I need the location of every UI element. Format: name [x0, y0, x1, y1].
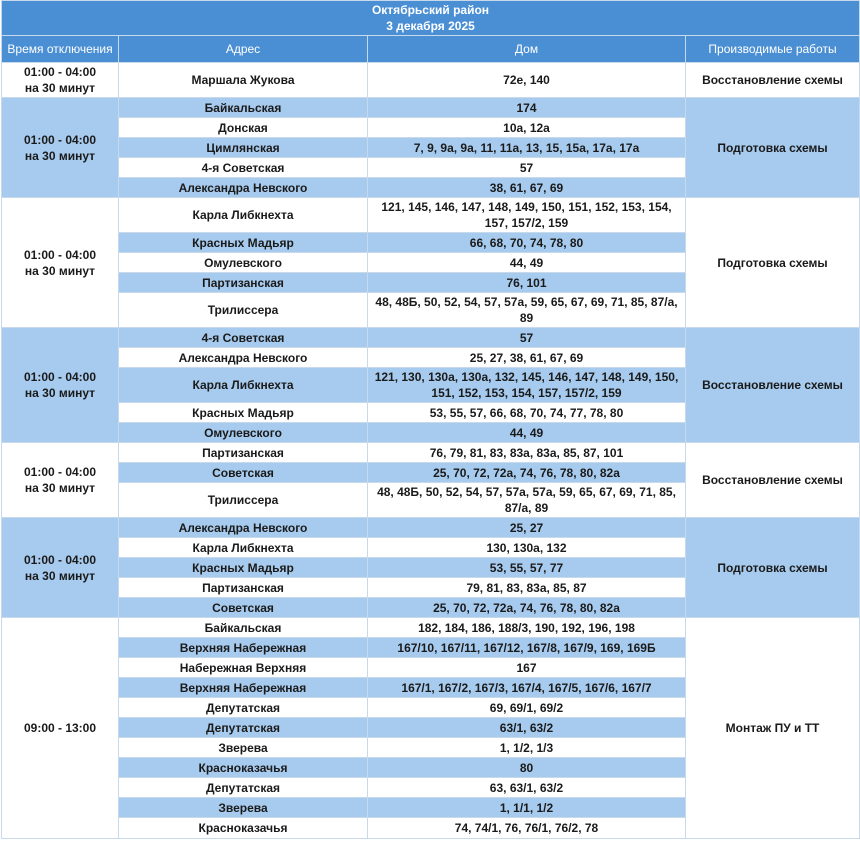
house-numbers-cell: 53, 55, 57, 77 — [368, 558, 686, 578]
header-address: Адрес — [119, 36, 368, 63]
table-row — [2, 328, 860, 348]
work-type-cell: Восстановление схемы — [686, 443, 860, 518]
address-cell: Омулевского — [119, 423, 368, 443]
outage-time-range: 01:00 - 04:00 — [23, 247, 97, 262]
address-cell: Александра Невского — [119, 518, 368, 538]
address-cell: Партизанская — [119, 443, 368, 463]
house-numbers-cell: 25, 70, 72, 72а, 74, 76, 78, 80, 82а — [368, 463, 686, 483]
header-work: Производимые работы — [686, 36, 860, 63]
house-numbers-cell: 63, 63/1, 63/2 — [368, 778, 686, 798]
table-row — [2, 98, 860, 118]
district-title: Октябрьский район — [371, 3, 490, 17]
address-cell: Карла Либкнехта — [119, 198, 368, 233]
outage-time-cell — [2, 518, 119, 618]
house-numbers-cell: 72е, 140 — [368, 63, 686, 98]
house-numbers-cell: 80 — [368, 758, 686, 778]
outage-time-range: 01:00 - 04:00 — [23, 370, 97, 384]
outage-time-range: 01:00 - 04:00 — [23, 465, 97, 479]
address-cell: Красных Мадьяр — [119, 233, 368, 253]
work-type-cell: Подготовка схемы — [686, 198, 860, 328]
work-type-cell: Восстановление схемы — [686, 63, 860, 98]
outage-duration: на 30 минут — [24, 386, 96, 400]
house-numbers-cell: 76, 101 — [368, 273, 686, 293]
table-row — [2, 63, 860, 98]
address-cell: Маршала Жукова — [119, 63, 368, 98]
address-cell: Байкальская — [119, 98, 368, 118]
work-type-cell: Восстановление схемы — [686, 328, 860, 443]
house-numbers-cell: 57 — [368, 158, 686, 178]
house-numbers-cell: 121, 145, 146, 147, 148, 149, 150, 151, 152, 153, 154, 157, 157/2, 159 — [368, 198, 686, 233]
house-numbers-cell: 1, 1/2, 1/3 — [368, 738, 686, 758]
work-type-cell: Подготовка схемы — [686, 518, 860, 618]
outage-duration: на 30 минут — [24, 481, 96, 495]
address-cell: Байкальская — [119, 618, 368, 638]
table-title — [2, 1, 860, 36]
house-numbers-cell: 48, 48Б, 50, 52, 54, 57, 57а, 57а, 59, 65, 67, 69, 71, 85, 87/а, 89 — [368, 483, 686, 518]
address-cell: Омулевского — [119, 253, 368, 273]
address-cell: Верхняя Набережная — [119, 638, 368, 658]
house-numbers-cell: 38, 61, 67, 69 — [368, 178, 686, 198]
table-row — [2, 443, 860, 463]
outage-time-range: 01:00 - 04:00 — [23, 552, 97, 567]
outage-time-range: 01:00 - 04:00 — [23, 65, 97, 79]
address-cell: Зверева — [119, 798, 368, 818]
house-numbers-cell: 48, 48Б, 50, 52, 54, 57, 57а, 59, 65, 67, 69, 71, 85, 87/а, 89 — [368, 293, 686, 328]
house-numbers-cell: 44, 49 — [368, 423, 686, 443]
address-cell: Партизанская — [119, 578, 368, 598]
table-body — [2, 63, 860, 839]
address-cell: Александра Невского — [119, 178, 368, 198]
header-house: Дом — [368, 36, 686, 63]
house-numbers-cell: 167/1, 167/2, 167/3, 167/4, 167/5, 167/6, 167/7 — [368, 678, 686, 698]
outage-schedule-table — [1, 0, 860, 839]
address-cell: Трилиссера — [119, 293, 368, 328]
house-numbers-cell: 53, 55, 57, 66, 68, 70, 74, 77, 78, 80 — [368, 403, 686, 423]
address-cell: Красноказачья — [119, 818, 368, 839]
header-row — [2, 36, 860, 63]
address-cell: Депутатская — [119, 778, 368, 798]
table-row — [2, 618, 860, 638]
outage-time-cell — [2, 98, 119, 198]
house-numbers-cell: 63/1, 63/2 — [368, 718, 686, 738]
house-numbers-cell: 167 — [368, 658, 686, 678]
address-cell: Цимлянская — [119, 138, 368, 158]
address-cell: Советская — [119, 463, 368, 483]
house-numbers-cell: 182, 184, 186, 188/3, 190, 192, 196, 198 — [368, 618, 686, 638]
address-cell: Карла Либкнехта — [119, 538, 368, 558]
address-cell: Карла Либкнехта — [119, 368, 368, 403]
house-numbers-cell: 76, 79, 81, 83, 83а, 83а, 85, 87, 101 — [368, 443, 686, 463]
house-numbers-cell: 79, 81, 83, 83а, 85, 87 — [368, 578, 686, 598]
address-cell: Депутатская — [119, 698, 368, 718]
house-numbers-cell: 25, 27, 38, 61, 67, 69 — [368, 348, 686, 368]
house-numbers-cell: 167/10, 167/11, 167/12, 167/8, 167/9, 169, 169Б — [368, 638, 686, 658]
title-row — [2, 1, 860, 36]
house-numbers-cell: 25, 70, 72, 72а, 74, 76, 78, 80, 82а — [368, 598, 686, 618]
address-cell: Донская — [119, 118, 368, 138]
address-cell: Александра Невского — [119, 348, 368, 368]
address-cell: Набережная Верхняя — [119, 658, 368, 678]
house-numbers-cell: 57 — [368, 328, 686, 348]
outage-duration: на 30 минут — [24, 81, 96, 95]
address-cell: Депутатская — [119, 718, 368, 738]
address-cell: Зверева — [119, 738, 368, 758]
outage-duration: на 30 минут — [24, 263, 96, 278]
house-numbers-cell: 10а, 12а — [368, 118, 686, 138]
outage-time-cell — [2, 443, 119, 518]
table-row — [2, 198, 860, 233]
outage-duration: на 30 минут — [24, 568, 96, 583]
address-cell: Красных Мадьяр — [119, 558, 368, 578]
house-numbers-cell: 121, 130, 130а, 130а, 132, 145, 146, 147, 148, 149, 150, 151, 152, 153, 154, 157, 157/2, 159 — [368, 368, 686, 403]
outage-time-range: 09:00 - 13:00 — [23, 721, 97, 735]
address-cell: Трилиссера — [119, 483, 368, 518]
date-title: 3 декабря 2025 — [386, 19, 475, 33]
address-cell: Верхняя Набережная — [119, 678, 368, 698]
outage-time-cell — [2, 618, 119, 839]
house-numbers-cell: 74, 74/1, 76, 76/1, 76/2, 78 — [368, 818, 686, 839]
house-numbers-cell: 7, 9, 9а, 9а, 11, 11а, 13, 15, 15а, 17а, 17а — [368, 138, 686, 158]
address-cell: Краснoказачья — [119, 758, 368, 778]
work-type-cell: Подготовка схемы — [686, 98, 860, 198]
address-cell: 4-я Советская — [119, 328, 368, 348]
outage-duration: на 30 минут — [24, 148, 96, 163]
table-row — [2, 518, 860, 538]
outage-time-range: 01:00 - 04:00 — [23, 132, 97, 147]
header-time: Время отключения — [2, 36, 119, 63]
house-numbers-cell: 25, 27 — [368, 518, 686, 538]
address-cell: Красных Мадьяр — [119, 403, 368, 423]
house-numbers-cell: 1, 1/1, 1/2 — [368, 798, 686, 818]
address-cell: Партизанская — [119, 273, 368, 293]
house-numbers-cell: 130, 130а, 132 — [368, 538, 686, 558]
outage-time-cell — [2, 328, 119, 443]
house-numbers-cell: 44, 49 — [368, 253, 686, 273]
house-numbers-cell: 66, 68, 70, 74, 78, 80 — [368, 233, 686, 253]
outage-time-cell — [2, 63, 119, 98]
house-numbers-cell: 69, 69/1, 69/2 — [368, 698, 686, 718]
work-type-cell: Монтаж ПУ и ТТ — [686, 618, 860, 839]
address-cell: 4-я Советская — [119, 158, 368, 178]
house-numbers-cell: 174 — [368, 98, 686, 118]
outage-time-cell — [2, 198, 119, 328]
address-cell: Советская — [119, 598, 368, 618]
